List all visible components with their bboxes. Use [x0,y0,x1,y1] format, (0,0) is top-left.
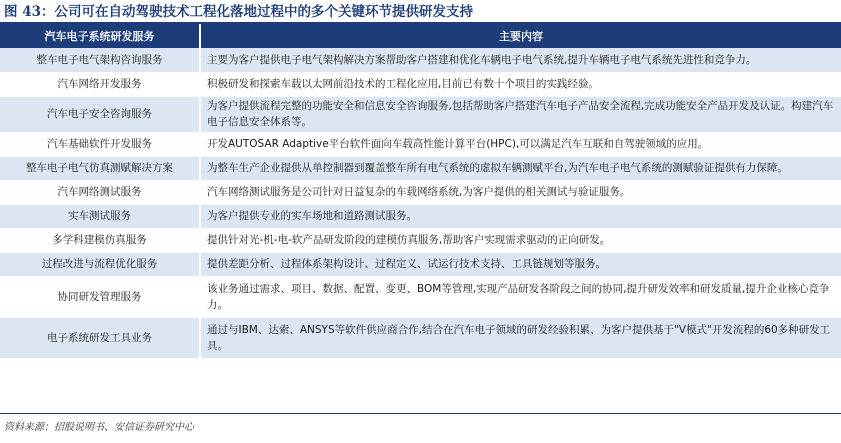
content-cell: 主要为客户提供电子电气架构解决方案帮助客户搭建和优化车辆电子电气系统,提升车辆电子电气系统先进性和竞争力。 [200,48,841,72]
service-cell: 过程改进与流程优化服务 [0,252,200,276]
service-cell: 汽车基础软件开发服务 [0,132,200,156]
content-cell: 提供针对光-机-电-软产品研发阶段的建模仿真服务,帮助客户实现需求驱动的正向研发。 [200,228,841,252]
table-row [0,317,841,358]
service-cell: 汽车电子安全咨询服务 [0,96,200,132]
header-content: 主要内容 [200,24,841,48]
bottom-divider [0,413,841,414]
content-cell: 通过与IBM、达索、ANSYS等软件供应商合作,结合在汽车电子领域的研发经验积累、为客户提供基于"V模式"开发流程的60多种研发工具。 [200,317,841,358]
content-cell: 该业务通过需求、项目、数据、配置、变更、BOM等管理,实现产品研发各阶段之间的协同,提升研发效率和研发质量,提升企业核心竞争力。 [200,276,841,317]
content-cell: 积极研发和探索车载以太网前沿技术的工程化应用,目前已有数十个项目的实践经验。 [200,72,841,96]
table-row [0,96,841,132]
header-service: 汽车电子系统研发服务 [0,24,200,48]
figure-title: 图 43：公司可在自动驾驶技术工程化落地过程中的多个关键环节提供研发支持 [4,4,473,20]
table-row [0,252,841,276]
content-cell: 为整车生产企业提供从单控制器到覆盖整车所有电气系统的虚拟车辆测赋平台,为汽车电子电气系统的测赋验证提供有力保障。 [200,156,841,180]
content-cell: 提供差距分析、过程体系架构设计、过程定义、试运行技术支持、工具链规划等服务。 [200,252,841,276]
service-cell: 协同研发管理服务 [0,276,200,317]
table-header [0,24,841,48]
content-cell: 开发AUTOSAR Adaptive平台软件面向车载高性能计算平台(HPC),可以满足汽车互联和自驾驶领域的应用。 [200,132,841,156]
service-cell: 汽车网络开发服务 [0,72,200,96]
table-row [0,228,841,252]
content-cell: 为客户提供流程完整的功能安全和信息安全咨询服务,包括帮助客户搭建汽车电子产品安全流程,完成功能安全产品开发及认证。构建汽车电子信息安全体系等。 [200,96,841,132]
content-cell: 汽车网络测试服务是公司针对日益复杂的车载网络系统,为客户提供的相关测试与验证服务。 [200,180,841,204]
service-cell: 电子系统研发工具业务 [0,317,200,358]
table-row [0,204,841,228]
service-cell: 整车电子电气架构咨询服务 [0,48,200,72]
service-cell: 实车测试服务 [0,204,200,228]
content-cell: 为客户提供专业的实车场地和道路测试服务。 [200,204,841,228]
table-row [0,132,841,156]
table-row [0,180,841,204]
service-cell: 整车电子电气仿真测赋解决方案 [0,156,200,180]
table-row [0,276,841,317]
service-cell: 多学科建模仿真服务 [0,228,200,252]
table-row [0,72,841,96]
service-cell: 汽车网络测试服务 [0,180,200,204]
services-table [0,24,841,359]
table-row [0,48,841,72]
source-note: 资料来源：招股说明书、安信证券研究中心 [4,422,194,433]
table-row [0,156,841,180]
